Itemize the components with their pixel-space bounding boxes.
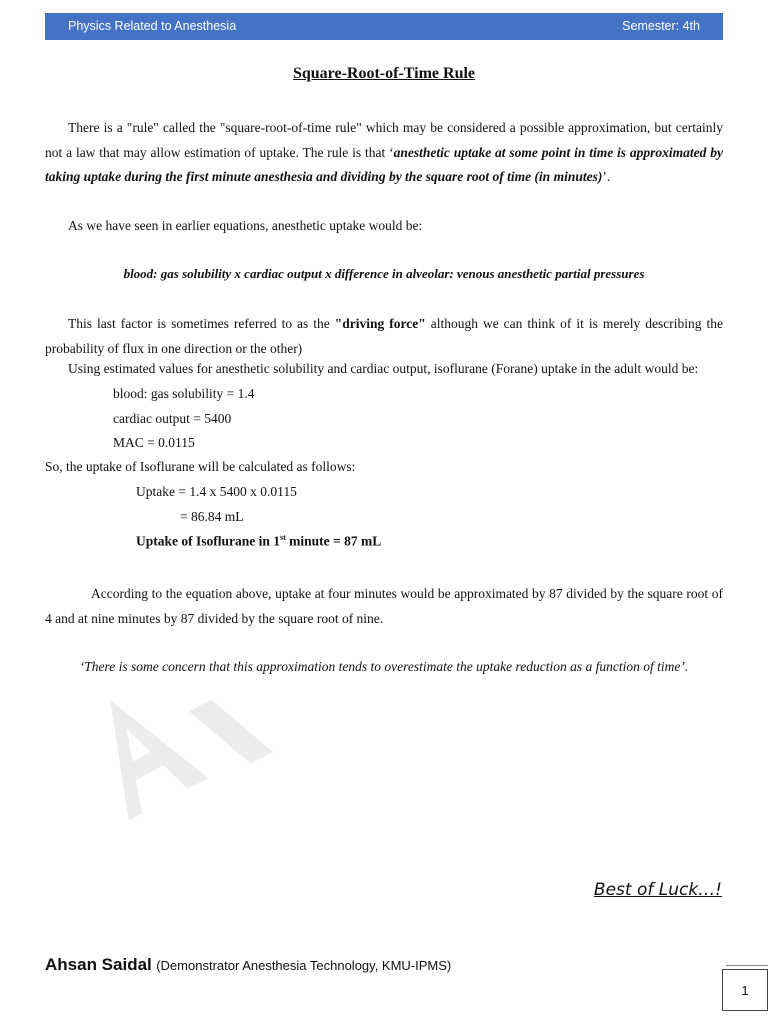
driving-force-term: "driving force" [334,316,426,331]
driving-force-paragraph [45,312,723,361]
calculation-line-2: = 86.84 mL [180,509,244,524]
driving-force-after: although we can think of it is merely describing the probability of flux in one direction or the other) [45,316,723,356]
closing-signature: Best of Luck…! [593,880,722,900]
calculation-intro: So, the uptake of Isoflurane will be calculated as follows: [45,459,356,474]
uptake-result-after: minute = 87 mL [285,533,382,549]
concern-quote: ‘There is some concern that this approximation tends to overestimate the uptake reduction as a function of time’. [79,659,689,674]
intro-emphasis: anesthetic uptake at some point in time is approximated by taking uptake during the first minute anesthesia and dividing by the square root of time (in minutes) [45,144,723,184]
equation-intro: As we have seen in earlier equations, anesthetic uptake would be: [68,218,423,233]
driving-force-before: This last factor is sometimes referred to as the [68,316,335,331]
intro-text-start: There is a "rule" called the "square-root-of-time rule" which may be considered a possible approximation, but certainly not a law that may allow estimation of uptake. The rule is that ‘ [45,120,723,160]
author-role: (Demonstrator Anesthesia Technology, KMU-IPMS) [156,958,452,973]
uptake-result [136,533,381,550]
value-solubility: blood: gas solubility = 1.4 [113,386,255,401]
intro-text-end: ’. [602,169,611,184]
watermark-logo [55,655,355,855]
uptake-result-before: Uptake of Isoflurane in 1 [136,533,281,549]
header-semester: Semester: 4th [622,19,700,33]
four-minutes-paragraph: According to the equation above, uptake at four minutes would be approximated by 87 divided by the square root of 4 and at nine minutes by 87 divided by the square root of nine. [45,586,723,626]
value-mac: MAC = 0.0115 [113,435,195,450]
page-header-bar [45,13,723,40]
author-line [45,955,451,975]
intro-paragraph [45,116,723,190]
calculation-line-1: Uptake = 1.4 x 5400 x 0.0115 [136,484,297,499]
page-number-box [722,969,768,1011]
page-title: Square-Root-of-Time Rule [292,65,476,82]
estimated-values-intro: Using estimated values for anesthetic solubility and cardiac output, isoflurane (Forane) uptake in the adult would be: [68,361,699,376]
value-cardiac-output: cardiac output = 5400 [113,411,232,426]
header-course-title: Physics Related to Anesthesia [68,19,237,33]
uptake-formula: blood: gas solubility x cardiac output x difference in alveolar: venous anesthetic partial pressures [123,266,645,281]
page-number: 1 [741,982,749,998]
uptake-result-sup: st [280,533,286,542]
author-name: Ahsan Saidal [45,955,152,974]
